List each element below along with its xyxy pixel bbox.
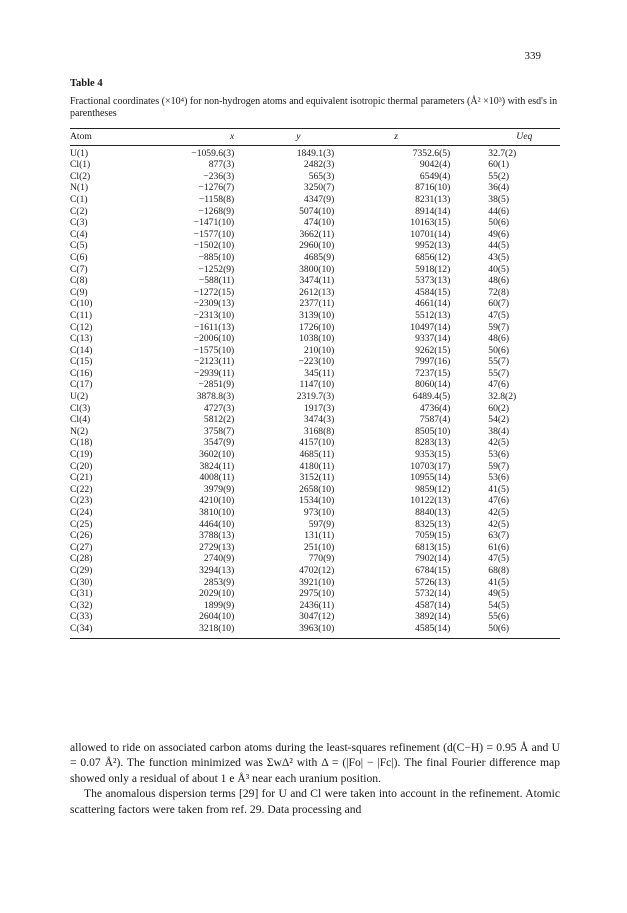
cell-z: 5512(13) bbox=[415, 309, 451, 321]
table-header-row bbox=[70, 129, 560, 146]
cell-y: 1849.1(3) bbox=[296, 147, 335, 159]
cell-atom: C(23) bbox=[70, 495, 93, 507]
cell-atom: C(4) bbox=[70, 228, 88, 240]
cell-y: 3662(11) bbox=[299, 228, 335, 240]
cell-x: 3979(9) bbox=[203, 483, 235, 495]
cell-ueq: 60(7) bbox=[488, 298, 510, 310]
coordinates-table-wrapper bbox=[70, 128, 560, 639]
cell-x: −1252(9) bbox=[198, 263, 235, 275]
table-caption: Fractional coordinates (×10⁴) for non-hydrogen atoms and equivalent isotropic thermal parameters (Å² ×10³) with esd's in parentheses bbox=[70, 96, 558, 119]
table-row bbox=[70, 553, 560, 565]
cell-atom: C(9) bbox=[70, 286, 88, 298]
cell-ueq: 47(6) bbox=[488, 495, 510, 507]
cell-x: −1276(7) bbox=[198, 182, 235, 194]
cell-ueq: 50(6) bbox=[488, 344, 510, 356]
cell-atom: U(1) bbox=[70, 147, 89, 159]
cell-y: 2436(11) bbox=[299, 599, 335, 611]
cell-y: 3921(10) bbox=[299, 576, 335, 588]
cell-x: −2309(13) bbox=[193, 298, 235, 310]
page-number: 339 bbox=[524, 50, 541, 62]
table-row bbox=[70, 461, 560, 473]
cell-z: 6784(15) bbox=[415, 564, 451, 576]
table-row bbox=[70, 145, 560, 159]
cell-y: 5074(10) bbox=[299, 205, 335, 217]
cell-z: 8231(13) bbox=[415, 193, 451, 205]
cell-y: 973(10) bbox=[303, 507, 335, 518]
cell-ueq: 47(6) bbox=[488, 379, 510, 391]
cell-atom: C(22) bbox=[70, 483, 93, 495]
cell-atom: C(17) bbox=[70, 379, 93, 391]
cell-ueq: 47(5) bbox=[488, 553, 510, 565]
cell-ueq: 36(4) bbox=[488, 182, 510, 194]
cell-y: 345(11) bbox=[304, 367, 335, 379]
table-row bbox=[70, 449, 560, 461]
cell-ueq: 43(5) bbox=[488, 251, 510, 263]
table-row bbox=[70, 217, 560, 229]
cell-z: 6549(4) bbox=[419, 170, 451, 182]
cell-atom: C(16) bbox=[70, 367, 93, 379]
cell-z: 7059(15) bbox=[415, 530, 451, 542]
cell-x: 2729(13) bbox=[199, 541, 235, 553]
cell-ueq: 44(6) bbox=[488, 205, 510, 217]
cell-y: 1726(10) bbox=[299, 321, 335, 333]
cell-y: 3800(10) bbox=[299, 263, 335, 275]
cell-z: 6813(15) bbox=[415, 541, 451, 553]
cell-x: 2029(10) bbox=[199, 588, 235, 600]
table-row bbox=[70, 495, 560, 507]
cell-x: −2939(11) bbox=[194, 367, 235, 379]
table-row bbox=[70, 542, 560, 554]
cell-y: 2482(3) bbox=[303, 159, 335, 171]
cell-y: 4685(9) bbox=[303, 251, 335, 263]
table-row bbox=[70, 519, 560, 531]
cell-ueq: 38(4) bbox=[488, 425, 510, 437]
table-body bbox=[70, 145, 560, 638]
cell-z: 8914(14) bbox=[415, 205, 451, 217]
cell-x: −1059.6(3) bbox=[191, 147, 235, 159]
cell-ueq: 49(6) bbox=[488, 228, 510, 240]
cell-ueq: 47(5) bbox=[488, 309, 510, 321]
cell-atom: C(27) bbox=[70, 541, 93, 553]
table-row bbox=[70, 588, 560, 600]
cell-y: 3250(7) bbox=[303, 182, 335, 194]
body-text bbox=[70, 740, 560, 817]
cell-z: 8060(14) bbox=[415, 379, 451, 391]
cell-x: 3878.8(3) bbox=[196, 391, 235, 403]
cell-ueq: 68(8) bbox=[488, 564, 510, 576]
cell-y: 2612(13) bbox=[299, 286, 335, 298]
cell-z: 4661(14) bbox=[415, 298, 451, 310]
cell-x: −1575(10) bbox=[193, 344, 235, 356]
cell-z: 10163(15) bbox=[410, 217, 451, 229]
cell-y: 3139(10) bbox=[299, 309, 335, 321]
table-row bbox=[70, 240, 560, 252]
table-row bbox=[70, 623, 560, 638]
cell-x: 877(3) bbox=[208, 159, 235, 171]
cell-z: 7237(15) bbox=[415, 367, 451, 379]
cell-z: 5726(13) bbox=[415, 576, 451, 588]
cell-z: 5373(13) bbox=[415, 275, 451, 287]
table-row bbox=[70, 356, 560, 368]
cell-x: 2853(9) bbox=[203, 576, 235, 588]
cell-ueq: 55(6) bbox=[488, 611, 510, 623]
cell-y: 4685(11) bbox=[299, 449, 335, 461]
cell-atom: C(33) bbox=[70, 611, 93, 623]
header-atom: Atom bbox=[70, 129, 138, 146]
cell-z: 6489.4(5) bbox=[412, 391, 451, 403]
cell-y: 770(9) bbox=[308, 553, 335, 565]
table-row bbox=[70, 310, 560, 322]
cell-y: 3474(11) bbox=[299, 275, 335, 287]
cell-atom: Cl(1) bbox=[70, 159, 91, 171]
table-row bbox=[70, 206, 560, 218]
cell-z: 8840(13) bbox=[415, 507, 451, 518]
cell-x: −1502(10) bbox=[193, 240, 235, 252]
cell-atom: C(10) bbox=[70, 298, 93, 310]
cell-atom: C(11) bbox=[70, 309, 93, 321]
table-row bbox=[70, 182, 560, 194]
table-row bbox=[70, 379, 560, 391]
cell-z: 4584(15) bbox=[415, 286, 451, 298]
cell-ueq: 55(2) bbox=[488, 170, 510, 182]
cell-y: 2658(10) bbox=[299, 483, 335, 495]
cell-ueq: 42(5) bbox=[488, 437, 510, 449]
cell-y: 3474(3) bbox=[303, 414, 335, 426]
body-paragraph: The anomalous dispersion terms [29] for U and Cl were taken into account in the refinement. Atomic scattering factors were taken from ref. 29. Data processing and bbox=[70, 787, 560, 816]
cell-y: 4180(11) bbox=[299, 460, 335, 472]
cell-ueq: 53(6) bbox=[488, 472, 510, 484]
cell-ueq: 40(5) bbox=[488, 263, 510, 275]
cell-atom: C(13) bbox=[70, 333, 93, 345]
cell-atom: C(20) bbox=[70, 460, 93, 472]
cell-x: 1899(9) bbox=[203, 599, 235, 611]
cell-atom: C(1) bbox=[70, 193, 88, 205]
cell-atom: N(1) bbox=[70, 182, 89, 194]
cell-y: 3963(10) bbox=[234, 623, 346, 638]
table-title: Table 4 bbox=[70, 78, 103, 89]
cell-y: 251(10) bbox=[303, 541, 335, 553]
cell-z: 8325(13) bbox=[415, 518, 451, 530]
cell-y: 1534(10) bbox=[299, 495, 335, 507]
table-row bbox=[70, 333, 560, 345]
cell-x: 3602(10) bbox=[199, 449, 235, 461]
header-z: z bbox=[346, 129, 476, 146]
table-row bbox=[70, 577, 560, 589]
table-row bbox=[70, 322, 560, 334]
table-row bbox=[70, 600, 560, 612]
cell-y: 4157(10) bbox=[299, 437, 335, 449]
cell-x: 3218(10) bbox=[138, 623, 234, 638]
table-row bbox=[70, 403, 560, 415]
header-ueq: Ueq bbox=[476, 129, 560, 146]
cell-atom: C(18) bbox=[70, 437, 93, 449]
cell-atom: C(29) bbox=[70, 564, 93, 576]
cell-x: 4727(3) bbox=[203, 402, 235, 414]
cell-z: 10122(13) bbox=[410, 495, 451, 507]
cell-z: 5918(12) bbox=[415, 263, 451, 275]
cell-z: 7902(14) bbox=[415, 553, 451, 565]
cell-atom: C(31) bbox=[70, 588, 93, 600]
cell-y: 3168(8) bbox=[303, 425, 335, 437]
cell-ueq: 48(6) bbox=[488, 333, 510, 345]
cell-z: 8505(10) bbox=[415, 425, 451, 437]
cell-ueq: 54(5) bbox=[488, 599, 510, 611]
cell-atom: C(28) bbox=[70, 553, 93, 565]
cell-x: 3547(9) bbox=[203, 437, 235, 449]
cell-ueq: 54(2) bbox=[488, 414, 510, 426]
cell-ueq: 32.8(2) bbox=[488, 391, 517, 403]
cell-x: 3824(11) bbox=[199, 460, 235, 472]
cell-ueq: 48(6) bbox=[488, 275, 510, 287]
coordinates-table bbox=[70, 128, 560, 639]
cell-z: 9952(13) bbox=[415, 240, 451, 252]
cell-z: 3892(14) bbox=[415, 611, 451, 623]
cell-z: 9859(12) bbox=[415, 483, 451, 495]
cell-atom: C(32) bbox=[70, 599, 93, 611]
cell-z: 10955(14) bbox=[410, 472, 451, 484]
cell-x: −1158(8) bbox=[198, 193, 235, 205]
cell-x: 4464(10) bbox=[199, 518, 235, 530]
cell-atom: C(30) bbox=[70, 576, 93, 588]
cell-atom: C(26) bbox=[70, 530, 93, 542]
header-y: y bbox=[234, 129, 346, 146]
cell-ueq: 50(6) bbox=[488, 217, 510, 229]
cell-atom: N(2) bbox=[70, 425, 89, 437]
cell-atom: C(14) bbox=[70, 344, 93, 356]
cell-z: 4585(14) bbox=[346, 623, 476, 638]
cell-ueq: 41(5) bbox=[488, 483, 510, 495]
cell-x: 3788(13) bbox=[199, 530, 235, 542]
cell-atom: C(12) bbox=[70, 321, 93, 333]
cell-z: 7352.6(5) bbox=[412, 147, 451, 159]
cell-y: 4702(12) bbox=[299, 564, 335, 576]
cell-x: 2740(9) bbox=[203, 553, 235, 565]
table-row bbox=[70, 229, 560, 241]
cell-atom: C(2) bbox=[70, 205, 88, 217]
table-row bbox=[70, 368, 560, 380]
table-row bbox=[70, 507, 560, 519]
cell-atom: C(21) bbox=[70, 472, 93, 484]
cell-y: 131(11) bbox=[304, 530, 335, 542]
cell-y: 2975(10) bbox=[299, 588, 335, 600]
cell-x: 4210(10) bbox=[199, 495, 235, 507]
cell-ueq: 32.7(2) bbox=[488, 147, 517, 159]
cell-ueq: 72(8) bbox=[488, 286, 510, 298]
cell-y: 1038(10) bbox=[299, 333, 335, 345]
table-row bbox=[70, 159, 560, 171]
cell-x: −1272(15) bbox=[193, 286, 235, 298]
cell-y: 474(10) bbox=[303, 217, 335, 229]
cell-x: −2313(10) bbox=[193, 309, 235, 321]
cell-z: 7587(4) bbox=[419, 414, 451, 426]
cell-ueq: 42(5) bbox=[488, 507, 510, 518]
table-row bbox=[70, 530, 560, 542]
table-row bbox=[70, 484, 560, 496]
cell-atom: C(6) bbox=[70, 251, 88, 263]
cell-ueq: 55(7) bbox=[488, 367, 510, 379]
cell-z: 10497(14) bbox=[410, 321, 451, 333]
cell-ueq: 59(7) bbox=[488, 460, 510, 472]
cell-y: 565(3) bbox=[308, 170, 335, 182]
cell-y: 3047(12) bbox=[299, 611, 335, 623]
cell-atom: C(19) bbox=[70, 449, 93, 461]
cell-ueq: 44(5) bbox=[488, 240, 510, 252]
cell-ueq: 59(7) bbox=[488, 321, 510, 333]
table-row bbox=[70, 414, 560, 426]
table-row bbox=[70, 264, 560, 276]
cell-ueq: 50(6) bbox=[476, 623, 560, 638]
cell-z: 9042(4) bbox=[419, 159, 451, 171]
cell-x: 3294(13) bbox=[199, 564, 235, 576]
cell-ueq: 41(5) bbox=[488, 576, 510, 588]
cell-y: 2960(10) bbox=[299, 240, 335, 252]
cell-x: −1268(9) bbox=[198, 205, 235, 217]
cell-ueq: 49(5) bbox=[488, 588, 510, 600]
cell-y: 210(10) bbox=[303, 344, 335, 356]
cell-z: 7997(16) bbox=[415, 356, 451, 368]
table-row bbox=[70, 298, 560, 310]
cell-z: 10703(17) bbox=[410, 460, 451, 472]
cell-z: 9353(15) bbox=[415, 449, 451, 461]
cell-ueq: 60(1) bbox=[488, 159, 510, 171]
cell-ueq: 42(5) bbox=[488, 518, 510, 530]
table-row bbox=[70, 194, 560, 206]
cell-y: 1917(3) bbox=[303, 402, 335, 414]
cell-atom: C(34) bbox=[70, 623, 138, 638]
cell-y: 3152(11) bbox=[299, 472, 335, 484]
cell-z: 9262(15) bbox=[415, 344, 451, 356]
cell-z: 8283(13) bbox=[415, 437, 451, 449]
cell-x: −2851(9) bbox=[198, 379, 235, 391]
cell-ueq: 63(7) bbox=[488, 530, 510, 542]
cell-x: −236(3) bbox=[203, 170, 235, 182]
body-paragraph: allowed to ride on associated carbon atoms during the least-squares refinement (d(C−H) = 0.95 Å and U = 0.07 Å²). The function minimized was ΣwΔ² with Δ = (|Fo| − |Fc|). The final Fourier difference map showed only a residual of about 1 e Å³ near each uranium position. bbox=[70, 741, 560, 785]
cell-ueq: 60(2) bbox=[488, 402, 510, 414]
cell-atom: U(2) bbox=[70, 391, 89, 403]
cell-x: 4008(11) bbox=[199, 472, 235, 484]
cell-x: 2604(10) bbox=[199, 611, 235, 623]
cell-x: 3758(7) bbox=[203, 425, 235, 437]
cell-y: 1147(10) bbox=[299, 379, 335, 391]
cell-ueq: 55(7) bbox=[488, 356, 510, 368]
cell-atom: Cl(3) bbox=[70, 402, 91, 414]
cell-z: 8716(10) bbox=[415, 182, 451, 194]
cell-z: 6856(12) bbox=[415, 251, 451, 263]
table-row bbox=[70, 171, 560, 183]
cell-atom: C(25) bbox=[70, 518, 93, 530]
cell-y: 4347(9) bbox=[303, 193, 335, 205]
cell-y: 597(9) bbox=[308, 518, 335, 530]
cell-atom: Cl(4) bbox=[70, 414, 91, 426]
cell-atom: C(5) bbox=[70, 240, 88, 252]
cell-atom: C(8) bbox=[70, 275, 88, 287]
cell-y: −223(10) bbox=[298, 356, 335, 368]
cell-x: −1577(10) bbox=[193, 228, 235, 240]
table-row bbox=[70, 275, 560, 287]
cell-x: −1471(10) bbox=[193, 217, 235, 229]
cell-y: 2377(11) bbox=[299, 298, 335, 310]
table-row bbox=[70, 437, 560, 449]
table-row bbox=[70, 252, 560, 264]
cell-x: −2123(11) bbox=[194, 356, 235, 368]
cell-y: 2319.7(3) bbox=[296, 391, 335, 403]
table-row bbox=[70, 611, 560, 623]
cell-z: 4587(14) bbox=[415, 599, 451, 611]
cell-z: 4736(4) bbox=[419, 402, 451, 414]
table-row bbox=[70, 391, 560, 403]
cell-x: −885(10) bbox=[198, 251, 235, 263]
table-row bbox=[70, 426, 560, 438]
cell-ueq: 61(6) bbox=[488, 541, 510, 553]
cell-atom: C(3) bbox=[70, 217, 88, 229]
cell-atom: C(24) bbox=[70, 507, 93, 518]
table-row bbox=[70, 565, 560, 577]
cell-z: 9337(14) bbox=[415, 333, 451, 345]
cell-ueq: 53(6) bbox=[488, 449, 510, 461]
cell-x: −588(11) bbox=[198, 275, 235, 287]
table-row bbox=[70, 287, 560, 299]
cell-ueq: 38(5) bbox=[488, 193, 510, 205]
cell-z: 10701(14) bbox=[410, 228, 451, 240]
cell-x: −1611(13) bbox=[194, 321, 235, 333]
table-row bbox=[70, 345, 560, 357]
cell-atom: C(7) bbox=[70, 263, 88, 275]
cell-x: −2006(10) bbox=[193, 333, 235, 345]
cell-x: 3810(10) bbox=[199, 507, 235, 518]
cell-atom: Cl(2) bbox=[70, 170, 91, 182]
cell-z: 5732(14) bbox=[415, 588, 451, 600]
cell-x: 5812(2) bbox=[203, 414, 235, 426]
cell-atom: C(15) bbox=[70, 356, 93, 368]
table-row bbox=[70, 472, 560, 484]
header-x: x bbox=[138, 129, 234, 146]
